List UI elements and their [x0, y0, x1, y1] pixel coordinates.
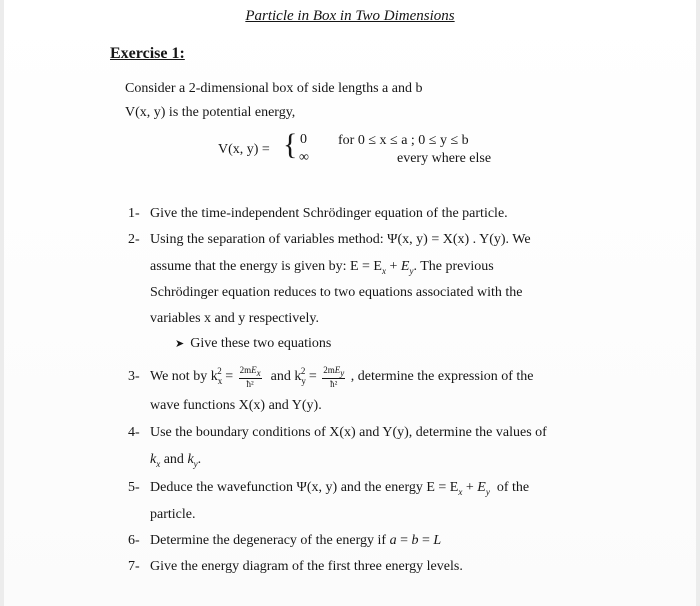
item-number: 2-: [128, 232, 140, 247]
item-number: 1-: [128, 206, 140, 221]
list-item-2-line-4: variables x and y respectively.: [150, 311, 319, 326]
list-item-2-line-3: Schrödinger equation reduces to two equations associated with the: [150, 285, 523, 300]
item-number: 6-: [128, 533, 140, 548]
potential-case1-condition: for 0 ≤ x ≤ a ; 0 ≤ y ≤ b: [338, 133, 469, 148]
item-number: 5-: [128, 480, 140, 495]
page-title: Particle in Box in Two Dimensions: [245, 8, 455, 24]
arrow-bullet-icon: ➤: [175, 338, 185, 350]
item-number: 3-: [128, 369, 140, 385]
intro-line-1: Consider a 2-dimensional box of side lengths a and b: [125, 81, 423, 96]
list-item-1: [128, 206, 508, 222]
potential-brace: {: [283, 128, 298, 161]
item-text: Give the time-independent Schrödinger equation of the particle.: [150, 206, 508, 221]
list-item-2-line-2: assume that the energy is given by: $E = E_x + E_y$. The previous: [150, 259, 494, 276]
potential-case2-condition: every where else: [397, 151, 492, 166]
list-item-4: 4- Use the boundary conditions of X(x) and Y(y), determine the values of: [128, 425, 547, 440]
fraction-ky: $\frac{2mE_y}{\text{ħ²}}$: [323, 365, 345, 389]
page-edge-right: [696, 0, 700, 606]
potential-lhs: V(x, y) =: [218, 142, 270, 157]
list-item-5-line-2: particle.: [150, 507, 196, 522]
list-item-5: 5- Deduce the wavefunction Ψ(x, y) and the energy $E = E_x + E_y$ of the: [128, 480, 530, 497]
page-edge-left: [0, 0, 4, 606]
potential-case2-value: ∞: [299, 150, 309, 165]
list-item-7: 7- Give the energy diagram of the first three energy levels.: [128, 559, 463, 574]
list-item-2: [128, 232, 531, 248]
list-item-3: 3- We not by $k_x^2$ = $\frac{2mE_x}{\text{ħ²}}$ and $k_y^2$ = $\frac{2mE_y}{\text{ħ²}}$ , determine the expression of the: [128, 365, 534, 389]
list-item-4-line-2: $k_x$ and $k_y$.: [150, 452, 202, 469]
list-item-6: 6- Determine the degeneracy of the energy if a = b = L: [128, 533, 442, 548]
item-number: 7-: [128, 559, 140, 574]
potential-case1-value: 0: [300, 132, 307, 147]
list-item-2-bullet: ➤ Give these two equations: [175, 336, 332, 351]
exercise-heading: Exercise 1:: [110, 45, 185, 62]
fraction-kx: $\frac{2mE_x}{\text{ħ²}}$: [239, 365, 261, 389]
intro-line-2: V(x, y) is the potential energy,: [125, 105, 296, 120]
list-item-3-line-2: wave functions X(x) and Y(y).: [150, 398, 322, 413]
item-text: Using the separation of variables method: Ψ(x, y) = X(x) . Y(y). We: [150, 232, 531, 247]
item-number: 4-: [128, 425, 140, 440]
